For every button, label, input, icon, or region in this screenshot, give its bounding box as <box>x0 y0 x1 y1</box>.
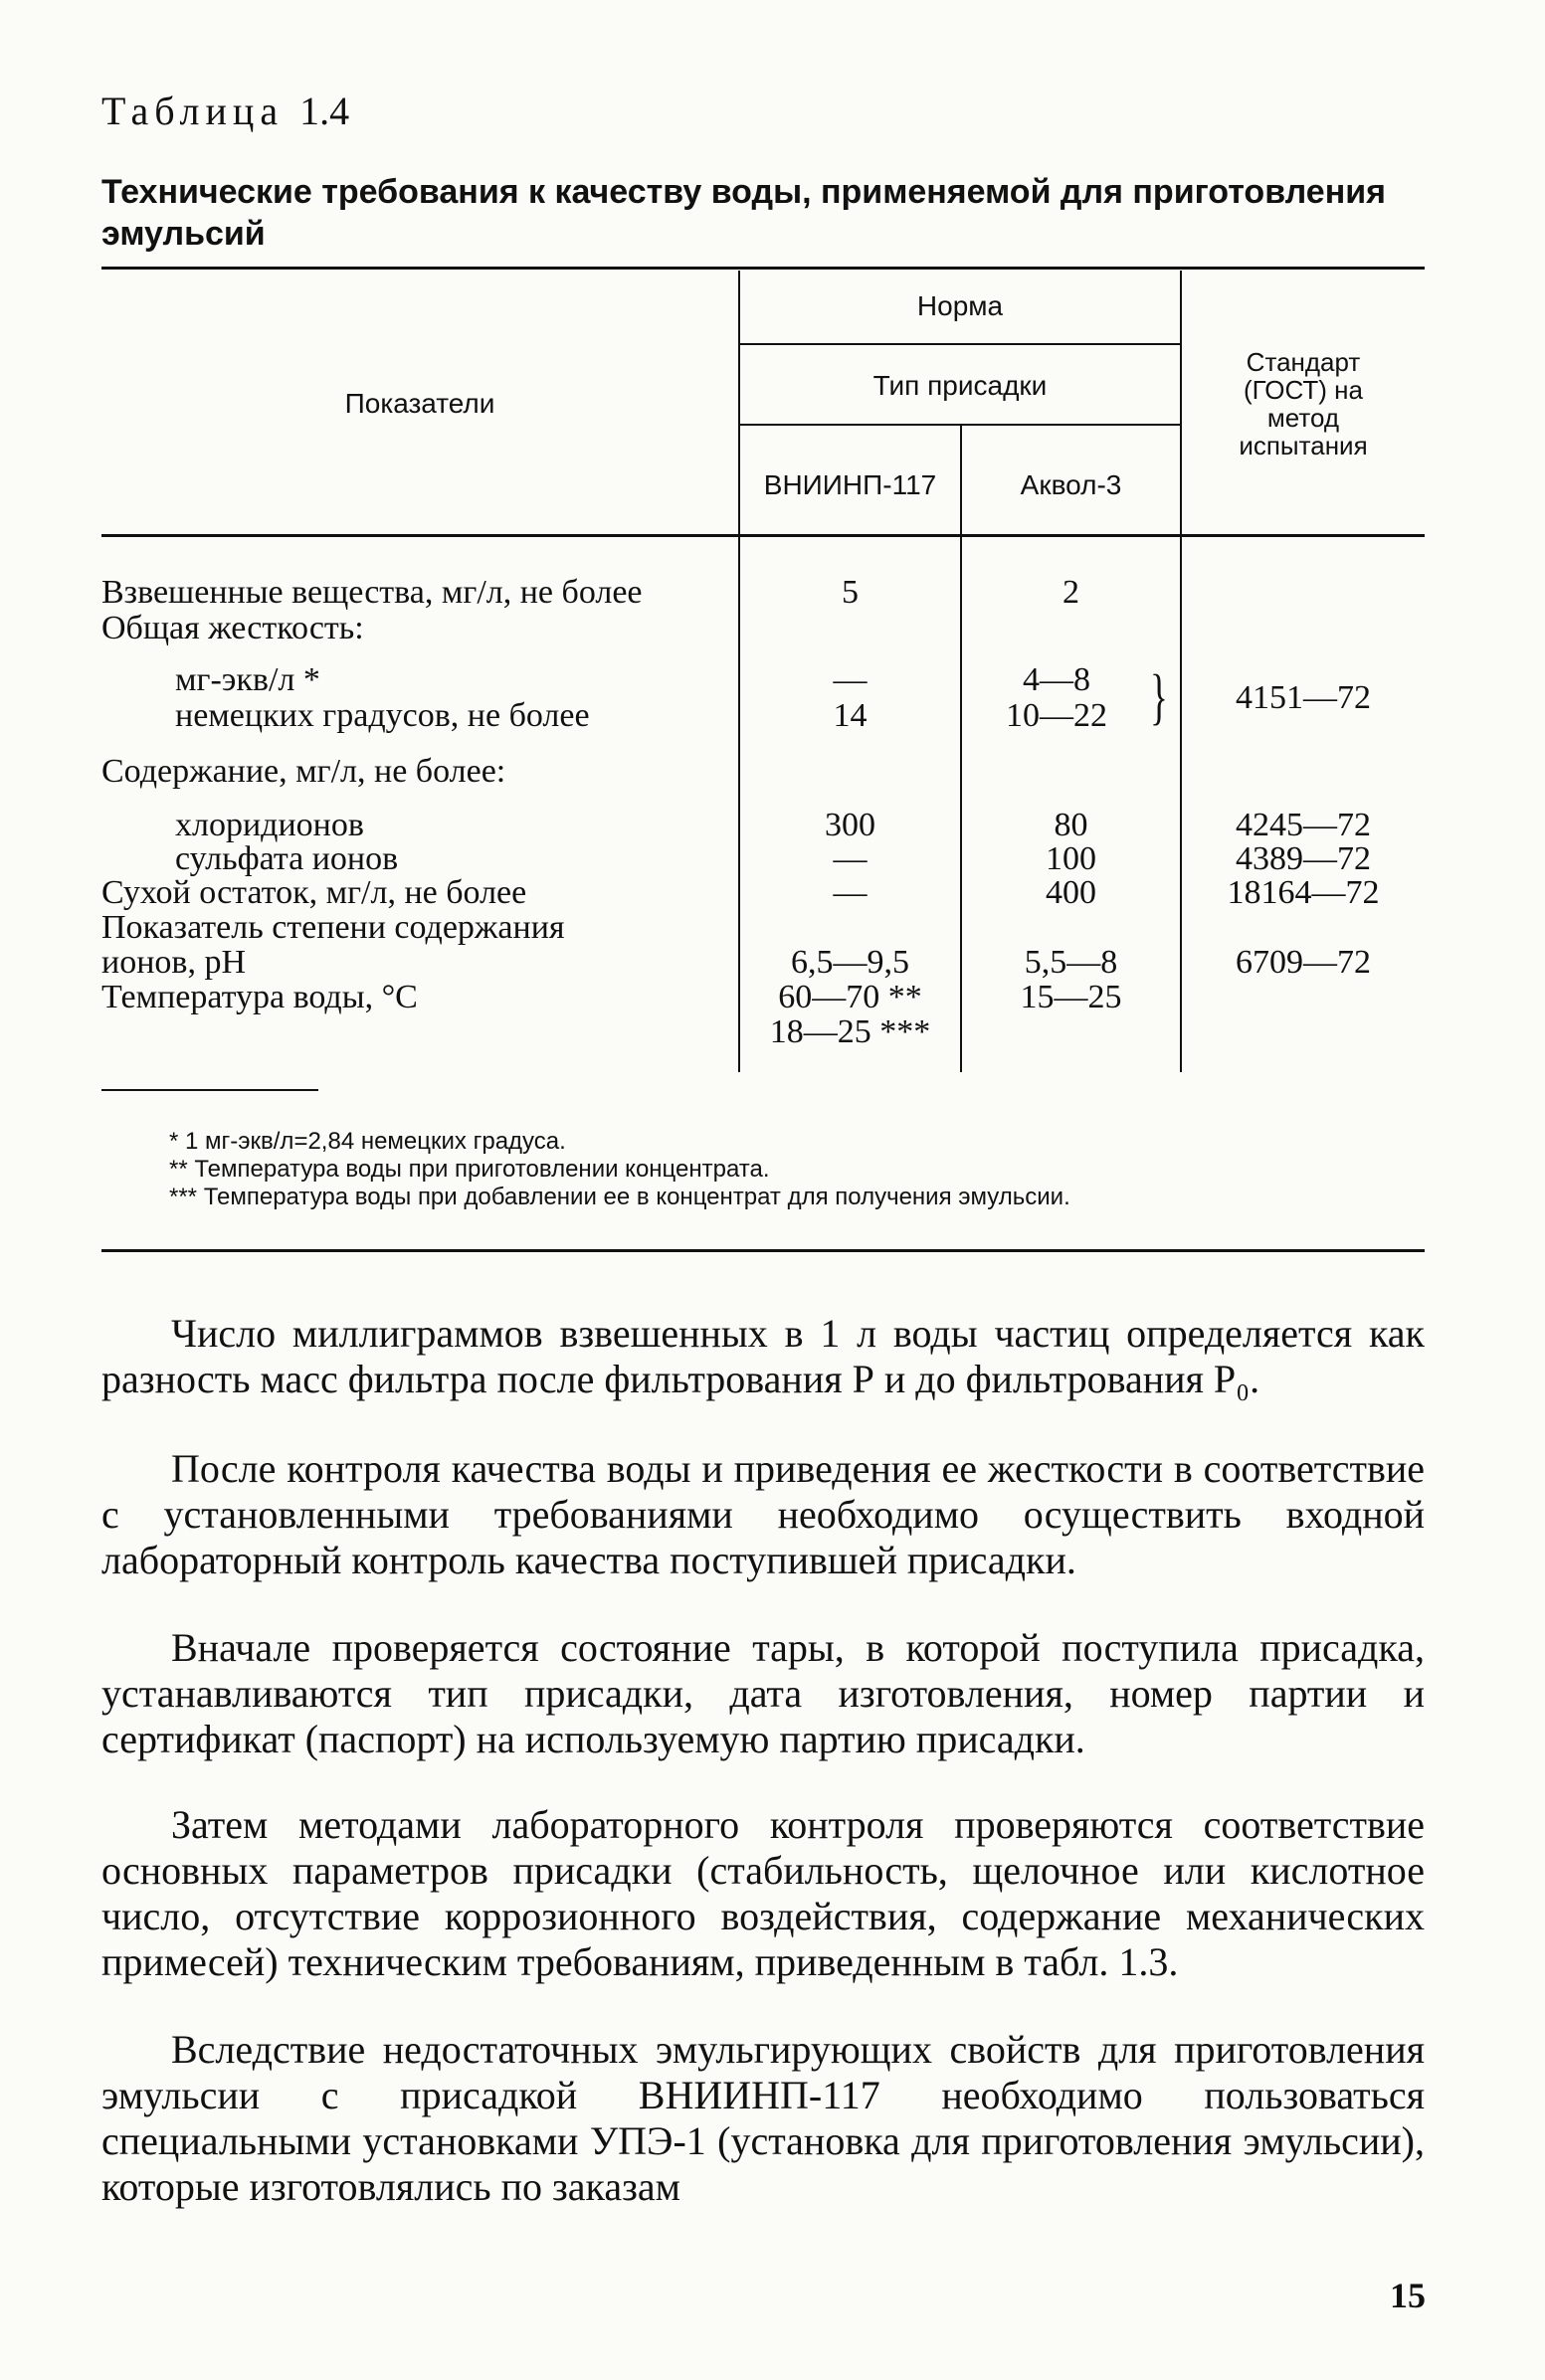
type-rule <box>740 424 1180 426</box>
row-german-v1: 14 <box>833 697 868 734</box>
table-label-word: Таблица <box>101 89 285 133</box>
row-ph-v2: 5,5—8 <box>1024 944 1118 981</box>
paragraph-5: Вследствие недостаточных эмульгирующих свойств для приготовления эмульсии с присадкой ВНИИНП-117 необходимо пользоваться специальными установками УПЭ-1 (установка для приготовления эмульсии), которые изготовлялись по заказам <box>101 2027 1425 2209</box>
table-header-rule <box>101 534 1425 537</box>
row-suspended-label: Взвешенные вещества, мг/л, не более <box>101 574 643 611</box>
row-temp2-v1: 18—25 *** <box>769 1013 931 1050</box>
header-standard-line-1: Стандарт <box>1246 347 1361 377</box>
footnote-2: ** Температура воды при приготовлении концентрата. <box>169 1156 770 1183</box>
header-additive-1: ВНИИНП-117 <box>763 469 937 500</box>
row-temp-v2: 15—25 <box>1020 979 1122 1015</box>
header-additive-2: Аквол-3 <box>1020 469 1122 500</box>
footnote-rule <box>101 1089 318 1091</box>
row-german-std: 4151—72 <box>1236 679 1371 716</box>
table-top-rule <box>101 267 1425 270</box>
row-chloride-label: хлоридионов <box>175 807 364 843</box>
row-suspended-v1: 5 <box>842 574 859 611</box>
paragraph-4: Затем методами лабораторного контроля проверяются соответствие основных параметров присадки (стабильность, щелочное или кислотное число, отсутствие коррозионного воздействия, содержание механических примесей) техническим требованиям, приведенным в табл. 1.3. <box>101 1802 1425 1984</box>
row-ph-label: ионов, pH <box>101 944 246 981</box>
row-sulfate-label: сульфата ионов <box>175 840 399 877</box>
row-mg-eq-v2: 4—8 <box>1023 661 1090 698</box>
header-indicators: Показатели <box>344 388 495 419</box>
row-german-v2: 10—22 <box>1006 697 1107 734</box>
footnote-1: * 1 мг-экв/л=2,84 немецких градуса. <box>169 1128 566 1155</box>
row-mg-eq-label: мг-экв/л * <box>175 661 320 698</box>
header-standard <box>1182 348 1425 459</box>
footnote-3: *** Температура воды при добавлении ее в концентрат для получения эмульсии. <box>169 1184 1070 1210</box>
table-title: Технические требования к качеству воды, применяемой для приготовления эмульсий <box>101 173 1386 253</box>
norm-rule <box>740 343 1180 345</box>
header-standard-line-3: метод <box>1266 403 1340 433</box>
header-additive-type: Тип присадки <box>872 370 1048 401</box>
header-standard-line-2: (ГОСТ) на <box>1244 375 1363 405</box>
paragraph-3: Вначале проверяется состояние тары, в которой поступила присадка, устанавливаются тип присадки, дата изготовления, номер партии и сертификат (паспорт) на используемую партию присадки. <box>101 1625 1425 1761</box>
row-suspended-v2: 2 <box>1062 574 1079 611</box>
row-chloride-v1: 300 <box>825 807 875 843</box>
row-content-title: Содержание, мг/л, не более: <box>101 753 506 790</box>
row-dry-v2: 400 <box>1046 874 1096 911</box>
row-dry-v1: — <box>833 874 868 911</box>
row-temp-label: Температура воды, °С <box>101 979 418 1015</box>
brace-icon: } <box>1149 663 1168 731</box>
row-sulfate-std: 4389—72 <box>1236 840 1371 877</box>
page-number: 15 <box>1390 2276 1426 2315</box>
row-dry-std: 18164—72 <box>1227 874 1380 911</box>
row-hardness-title: Общая жесткость: <box>101 610 364 646</box>
header-standard-line-4: испытания <box>1239 431 1368 460</box>
row-ph-line1: Показатель степени содержания <box>101 909 565 946</box>
row-german-label: немецких градусов, не более <box>175 697 590 734</box>
paragraph-1: Число миллиграммов взвешенных в 1 л воды частиц определяется как разность масс фильтра после фильтрования Р и до фильтрования Р₀. <box>101 1311 1425 1401</box>
row-ph-v1: 6,5—9,5 <box>791 944 909 981</box>
header-norm: Норма <box>916 290 1004 321</box>
row-sulfate-v2: 100 <box>1046 840 1096 877</box>
row-chloride-v2: 80 <box>1054 807 1088 843</box>
table-number: 1.4 <box>299 89 350 133</box>
table-label <box>101 88 349 134</box>
row-dry-label: Сухой остаток, мг/л, не более <box>101 874 527 911</box>
row-temp-v1: 60—70 ** <box>778 979 922 1015</box>
paragraph-2: После контроля качества воды и приведения ее жесткости в соответствие с установленными требованиями необходимо осуществить входной лабораторный контроль качества поступившей присадки. <box>101 1446 1425 1582</box>
row-ph-std: 6709—72 <box>1236 944 1371 981</box>
row-chloride-std: 4245—72 <box>1236 807 1371 843</box>
row-sulfate-v1: — <box>833 840 868 877</box>
table-bottom-rule <box>101 1249 1425 1252</box>
row-mg-eq-v1: — <box>833 661 868 698</box>
